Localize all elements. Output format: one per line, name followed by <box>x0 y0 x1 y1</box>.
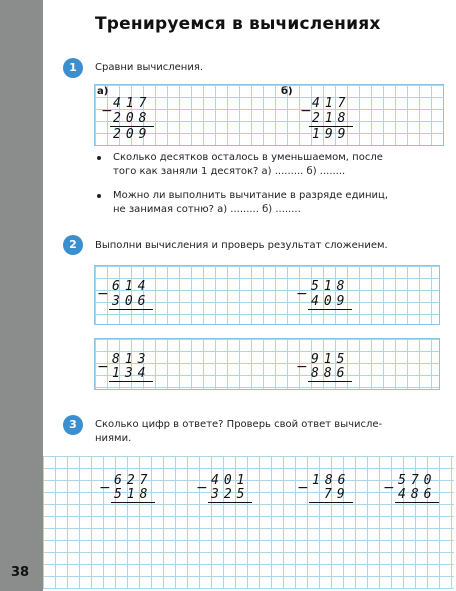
task-1-bullet-2 <box>97 194 101 198</box>
task-1a-result: 209 <box>113 127 152 142</box>
task-2-problem-1-underline <box>109 309 153 310</box>
task-2-problem-3-underline <box>109 381 153 382</box>
task-2-problem-2-minus: − <box>296 286 308 302</box>
task-1-instruction: Сравни вычисления. <box>95 62 204 73</box>
task-1-question-1-line-2: того как заняли 1 десяток? а) ......... б) ........ <box>113 166 346 177</box>
task-3-instruction-line-2: ниями. <box>95 433 132 444</box>
task-3-problem-2-bottom: 325 <box>211 487 250 502</box>
task-3-problem-1-underline <box>111 502 155 503</box>
task-2-problem-2-underline <box>308 309 352 310</box>
task-1b-minuend: 417 <box>312 96 351 111</box>
task-2-problem-3-minus: − <box>97 359 109 375</box>
task-3-problem-2-top: 401 <box>211 473 250 488</box>
task-3-badge: 3 <box>63 415 83 435</box>
task-3-problem-1-bottom: 518 <box>114 487 153 502</box>
task-2-problem-4-top: 915 <box>311 352 350 367</box>
task-1b-result: 199 <box>312 127 351 142</box>
task-2-problem-3-top: 813 <box>112 352 151 367</box>
task-2-problem-2-top: 518 <box>311 279 350 294</box>
task-2-instruction: Выполни вычисления и проверь результат сложением. <box>95 240 388 251</box>
page-sidebar <box>0 0 43 591</box>
task-1b-subtrahend: 218 <box>312 111 351 126</box>
task-1-badge: 1 <box>63 58 83 78</box>
task-3-problem-1-top: 627 <box>114 473 153 488</box>
task-1b-minus: − <box>300 103 312 119</box>
page-number: 38 <box>11 565 30 580</box>
task-2-problem-4-minus: − <box>296 359 308 375</box>
task-2-problem-3-bottom: 134 <box>112 366 151 381</box>
task-3-problem-4-top: 570 <box>398 473 437 488</box>
page-title: Тренируемся в вычислениях <box>95 14 381 34</box>
task-1-question-1-line-1: Сколько десятков осталось в уменьшаемом, после <box>113 152 383 163</box>
task-1-question-2-line-2: не занимая сотню? а) ......... б) ........ <box>113 204 301 215</box>
task-1a-minus: − <box>101 103 113 119</box>
task-2-problem-2-bottom: 409 <box>311 294 350 309</box>
task-3-problem-4-bottom: 486 <box>398 487 437 502</box>
task-3-problem-4-underline <box>395 502 439 503</box>
task-3-problem-2-minus: − <box>196 480 208 496</box>
task-3-problem-3-bottom: 79 <box>324 487 350 502</box>
task-3-problem-2-underline <box>208 502 252 503</box>
task-2-problem-1-minus: − <box>97 286 109 302</box>
task-3-problem-4-minus: − <box>383 480 395 496</box>
task-1b-label: б) <box>281 86 293 97</box>
task-3-problem-3-minus: − <box>297 480 309 496</box>
task-1a-minuend: 417 <box>113 96 152 111</box>
task-2-problem-1-bottom: 306 <box>112 294 151 309</box>
task-3-problem-3-underline <box>309 502 353 503</box>
task-2-problem-4-underline <box>308 381 352 382</box>
task-1-question-2-line-1: Можно ли выполнить вычитание в разряде единиц, <box>113 190 389 201</box>
task-3-problem-3-top: 186 <box>312 473 351 488</box>
task-3-instruction-line-1: Сколько цифр в ответе? Проверь свой ответ вычисле- <box>95 419 383 430</box>
task-1-bullet-1 <box>97 156 101 160</box>
task-2-problem-1-top: 614 <box>112 279 151 294</box>
task-3-problem-1-minus: − <box>99 480 111 496</box>
task-1a-label: а) <box>97 86 109 97</box>
task-2-badge: 2 <box>63 235 83 255</box>
task-2-problem-4-bottom: 886 <box>311 366 350 381</box>
task-1a-subtrahend: 208 <box>113 111 152 126</box>
